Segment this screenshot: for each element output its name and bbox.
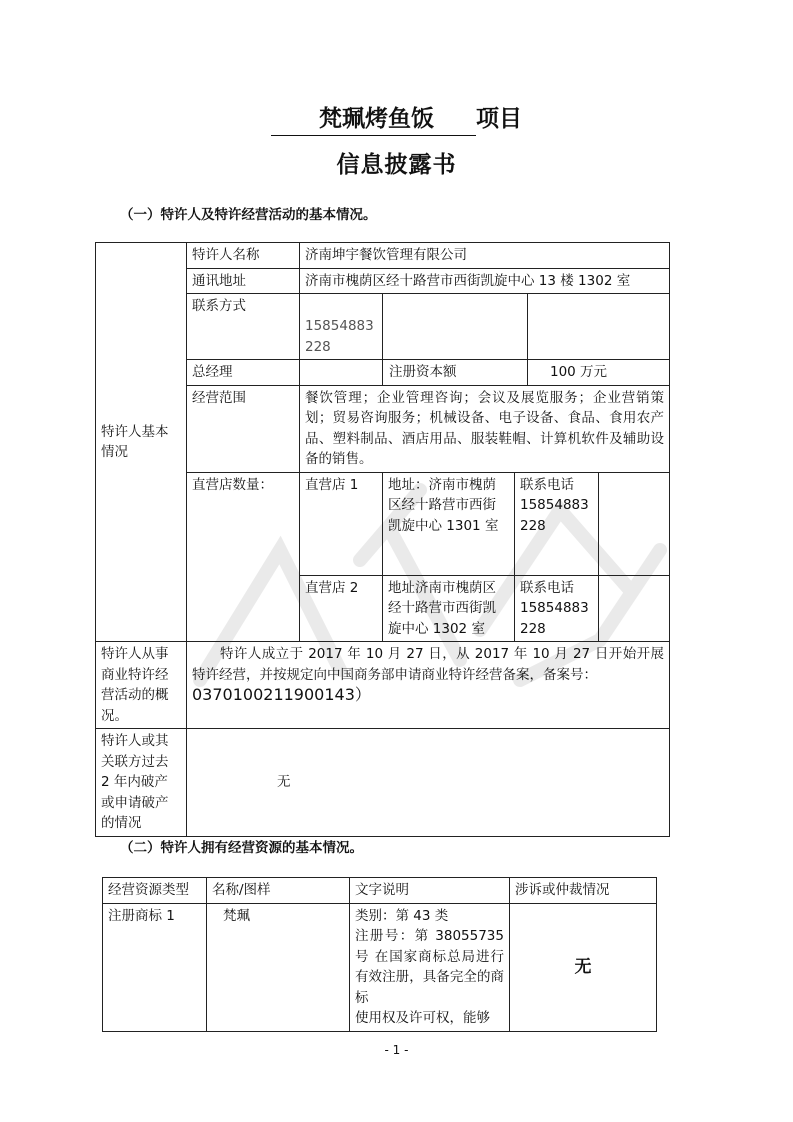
resource-desc-line: 使用权及许可权，能够 [355,1010,490,1026]
contact-label: 联系方式 [187,294,300,360]
franchisor-table [95,242,670,837]
page-number: - 1 - [384,1043,409,1057]
store-2-address: 地址济南市槐荫区经十路营市西街凯旋中心 1302 室 [383,575,515,642]
col-header-name: 名称/图样 [207,878,350,904]
manager-label: 总经理 [187,360,300,386]
manager-value [300,360,383,386]
store-1-blank [599,472,670,575]
contact-blank-2 [528,294,670,360]
resource-type: 注册商标 1 [103,903,207,1031]
store-2-phone-label: 联系电话 [520,579,574,596]
resource-desc-line: 类别：第 43 类 [355,907,449,924]
contact-blank-1 [383,294,528,360]
table-row [103,903,657,1031]
col-header-dispute: 涉诉或仲裁情况 [510,878,657,904]
name-value: 济南坤宇餐饮管理有限公司 [300,243,670,269]
overview-text: 特许人成立于 2017 年 10 月 27 日，从 2017 年 10 月 27 日开始开展特许经营，并按规定向中国商务部申请商业特许经营备案，备案号： [192,646,665,683]
contact-value: 15854883228 [300,294,383,360]
document-title: 信息披露书 [336,151,457,178]
stores-label: 直营店数量： [187,472,300,642]
bankruptcy-value: 无 [187,729,670,837]
store-2-phone [515,575,599,642]
name-label: 特许人名称 [187,243,300,269]
scope-value: 餐饮管理；企业管理咨询；会议及展览服务；企业营销策划；贸易咨询服务；机械设备、电子设备、食品、食用农产品、塑料制品、酒店用品、服装鞋帽、计算机软件及辅助设备的销售。 [300,385,670,472]
resources-table [102,877,657,1032]
project-name: 梵珮烤鱼饭 [271,100,476,136]
capital-label: 注册资本额 [383,360,528,386]
col-header-type: 经营资源类型 [103,878,207,904]
resource-dispute: 无 [510,903,657,1031]
resource-desc-line: 注册号：第 38055735 号 在国家商标总局进行有效注册，具备完全的商标 [355,928,504,1006]
resource-desc [350,903,510,1031]
section2-heading: （二）特许人拥有经营资源的基本情况。 [120,840,363,856]
address-label: 通讯地址 [187,268,300,294]
resource-name: 梵珮 [207,903,350,1031]
scope-label: 经营范围 [187,385,300,472]
store-2-name: 直营店 2 [300,575,383,642]
overview-number: 0370100211900143） [192,685,371,704]
project-title [0,100,793,136]
store-2-blank [599,575,670,642]
store-2-phone-value: 15854883228 [520,600,589,637]
store-1-phone [515,472,599,575]
col-header-desc: 文字说明 [350,878,510,904]
store-1-name: 直营店 1 [300,472,383,575]
overview-label: 特许人从事商业特许经营活动的概况。 [96,642,187,729]
section1-heading: （一）特许人及特许经营活动的基本情况。 [120,207,377,223]
basic-info-label: 特许人基本情况 [96,243,187,642]
store-1-phone-value: 15854883228 [520,497,589,534]
address-value: 济南市槐荫区经十路营市西街凯旋中心 13 楼 1302 室 [300,268,670,294]
project-suffix: 项目 [476,105,522,132]
bankruptcy-label: 特许人或其关联方过去 2 年内破产或申请破产的情况 [96,729,187,837]
overview-cell [187,642,670,729]
store-1-phone-label: 联系电话 [520,476,574,493]
capital-value: 100 万元 [528,360,670,386]
store-1-address: 地址：济南市槐荫区经十路营市西街凯旋中心 1301 室 [383,472,515,575]
